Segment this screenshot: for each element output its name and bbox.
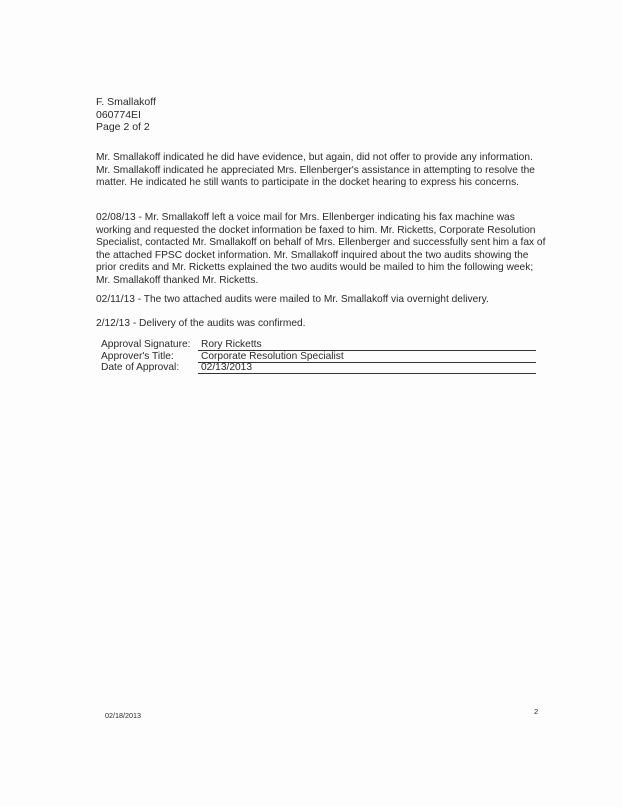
paragraph-0208-entry: 02/08/13 - Mr. Smallakoff left a voice mail for Mrs. Ellenberger indicating his fax machine was working and requested the docket information be faxed to him. Mr. Ricketts, Corporate Resolution Specialist, contacted Mr. Smallakoff on behalf of Mrs. Ellenberger and successfully sent him a fax of the attached FPSC docket information. Mr. Smallakoff inquired about the two audits showing the prior credits and Mr. Ricketts explained the two audits would be mailed to him the following week; Mr. Smallakoff thanked Mr. Ricketts. bbox=[96, 212, 546, 286]
header-page-indicator: Page 2 of 2 bbox=[96, 121, 150, 133]
paragraph-0212-entry: 2/12/13 - Delivery of the audits was confirmed. bbox=[96, 318, 306, 329]
paragraph-0211-entry: 02/11/13 - The two attached audits were mailed to Mr. Smallakoff via overnight delivery. bbox=[96, 294, 489, 305]
footer-date: 02/18/2013 bbox=[105, 711, 141, 720]
approval-signature-value: Rory Ricketts bbox=[201, 339, 262, 350]
approval-signature-label: Approval Signature: bbox=[101, 339, 191, 350]
approval-signature-row bbox=[101, 339, 541, 351]
approval-date-label: Date of Approval: bbox=[101, 362, 180, 373]
approval-block bbox=[101, 339, 541, 374]
document-header bbox=[96, 96, 156, 134]
paragraph-evidence: Mr. Smallakoff indicated he did have evidence, but again, did not offer to provide any information. Mr. Smallakoff indicated he appreciated Mrs. Ellenberger's assistance in attempting to resolve the matter. He indicated he still wants to participate in the docket hearing to express his concerns. bbox=[96, 152, 535, 189]
approval-date-line bbox=[198, 362, 536, 374]
approver-title-row bbox=[101, 351, 541, 363]
header-name: F. Smallakoff bbox=[96, 96, 156, 108]
approver-title-label: Approver's Title: bbox=[101, 350, 174, 362]
approver-title-line bbox=[198, 351, 536, 363]
header-docket-number: 060774EI bbox=[96, 108, 141, 121]
approval-date-row bbox=[101, 362, 541, 374]
approval-date-value: 02/13/2013 bbox=[201, 362, 252, 373]
approval-signature-line bbox=[198, 339, 536, 351]
approver-title-value: Corporate Resolution Specialist bbox=[201, 350, 344, 362]
footer-page-number: 2 bbox=[534, 707, 539, 716]
